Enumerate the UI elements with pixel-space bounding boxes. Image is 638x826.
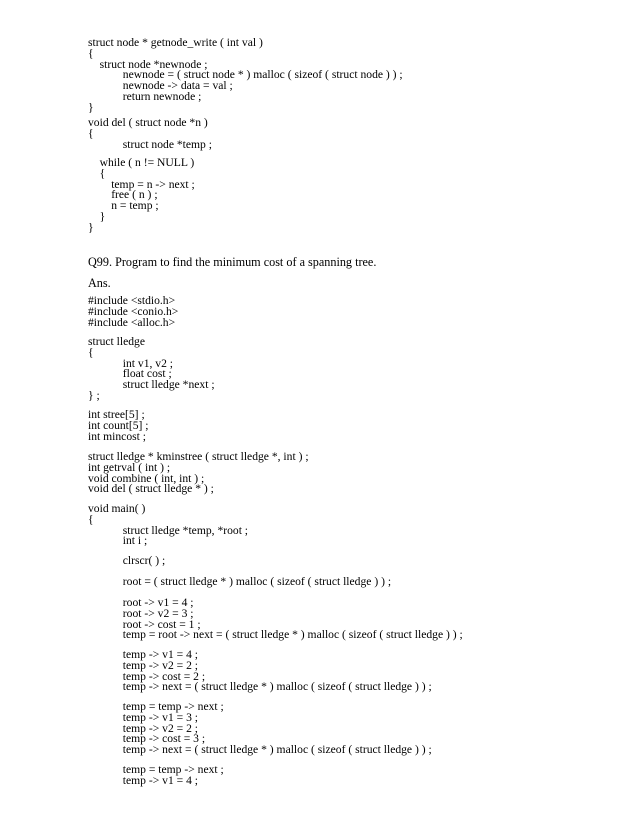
code-line: temp -> cost = 3 ; — [88, 732, 206, 746]
code-line: return newnode ; — [88, 89, 202, 103]
main-root-alloc — [88, 577, 391, 588]
code-line: temp -> v1 = 4 ; — [88, 773, 199, 787]
question-heading — [88, 255, 376, 269]
code-line: void combine ( int, int ) ; — [88, 471, 205, 485]
global-variables — [88, 410, 149, 442]
code-line: temp -> next = ( struct lledge * ) malloc ( sizeof ( struct lledge ) ) ; — [88, 680, 432, 694]
struct-lledge-definition — [88, 337, 215, 402]
main-clrscr — [88, 556, 165, 567]
code-line: struct lledge * kminstree ( struct lledge *, int ) ; — [88, 450, 309, 463]
getnode-write-function — [88, 38, 403, 114]
code-line: } — [88, 209, 106, 223]
del-function-head — [88, 118, 212, 150]
answer-text: Ans. — [88, 276, 111, 290]
code-line: root = ( struct lledge * ) malloc ( sizeof ( struct lledge ) ) ; — [88, 575, 392, 588]
main-temp-block-b — [88, 702, 432, 756]
code-line: void del ( struct lledge * ) ; — [88, 482, 214, 496]
code-line: int getrval ( int ) ; — [88, 460, 171, 474]
code-line: struct lledge *next ; — [88, 378, 215, 392]
code-line: temp = root -> next = ( struct lledge * ) malloc ( sizeof ( struct lledge ) ) ; — [88, 628, 463, 642]
code-line: while ( n != NULL ) — [88, 156, 195, 169]
code-line: temp -> v2 = 2 ; — [88, 658, 199, 672]
code-line: temp = temp -> next ; — [88, 700, 224, 713]
include-directives — [88, 296, 178, 328]
code-line: clrscr( ) ; — [88, 554, 166, 567]
code-line: int v1, v2 ; — [88, 356, 174, 370]
code-line: temp -> v2 = 2 ; — [88, 721, 199, 735]
code-line: root -> cost = 1 ; — [88, 617, 201, 631]
code-line: temp = temp -> next ; — [88, 763, 224, 776]
code-line: int count[5] ; — [88, 418, 149, 432]
code-line: newnode -> data = val ; — [88, 79, 233, 93]
code-line: struct node *temp ; — [88, 137, 212, 151]
code-line: { — [88, 46, 94, 60]
code-line: n = temp ; — [88, 199, 159, 213]
code-line: #include <stdio.h> — [88, 294, 176, 307]
code-line: newnode = ( struct node * ) malloc ( sizeof ( struct node ) ) ; — [88, 68, 403, 82]
code-line: int mincost ; — [88, 429, 146, 443]
code-line: } ; — [88, 388, 100, 402]
code-line: struct node *newnode ; — [88, 57, 208, 71]
answer-label — [88, 276, 111, 290]
code-line: { — [88, 345, 94, 359]
code-line: struct node * getnode_write ( int val ) — [88, 36, 263, 49]
function-prototypes — [88, 452, 309, 495]
code-line: temp -> v1 = 4 ; — [88, 648, 199, 661]
code-line: float cost ; — [88, 367, 172, 381]
code-line: { — [88, 126, 94, 140]
question-text: Q99. Program to find the minimum cost of a spanning tree. — [88, 255, 377, 269]
code-line: root -> v2 = 3 ; — [88, 606, 194, 620]
code-line: { — [88, 166, 106, 180]
code-line: temp -> cost = 2 ; — [88, 669, 206, 683]
code-line: temp -> v1 = 3 ; — [88, 710, 199, 724]
del-function-loop — [88, 158, 195, 234]
code-line: { — [88, 512, 94, 526]
main-temp-block-c — [88, 765, 224, 787]
code-line: } — [88, 100, 94, 114]
code-line: int stree[5] ; — [88, 408, 145, 421]
code-line: struct lledge — [88, 335, 145, 348]
code-line: free ( n ) ; — [88, 188, 158, 202]
main-temp-block-a — [88, 650, 432, 693]
code-line: } — [88, 220, 94, 234]
main-root-fields — [88, 598, 463, 641]
code-line: temp = n -> next ; — [88, 177, 195, 191]
code-line: root -> v1 = 4 ; — [88, 596, 194, 609]
code-line: #include <conio.h> — [88, 304, 179, 318]
main-function-head — [88, 504, 248, 547]
code-line: struct lledge *temp, *root ; — [88, 523, 249, 537]
code-line: void del ( struct node *n ) — [88, 116, 208, 129]
code-line: temp -> next = ( struct lledge * ) malloc ( sizeof ( struct lledge ) ) ; — [88, 743, 432, 757]
code-line: #include <alloc.h> — [88, 315, 176, 329]
code-line: int i ; — [88, 534, 148, 548]
code-line: void main( ) — [88, 502, 146, 515]
